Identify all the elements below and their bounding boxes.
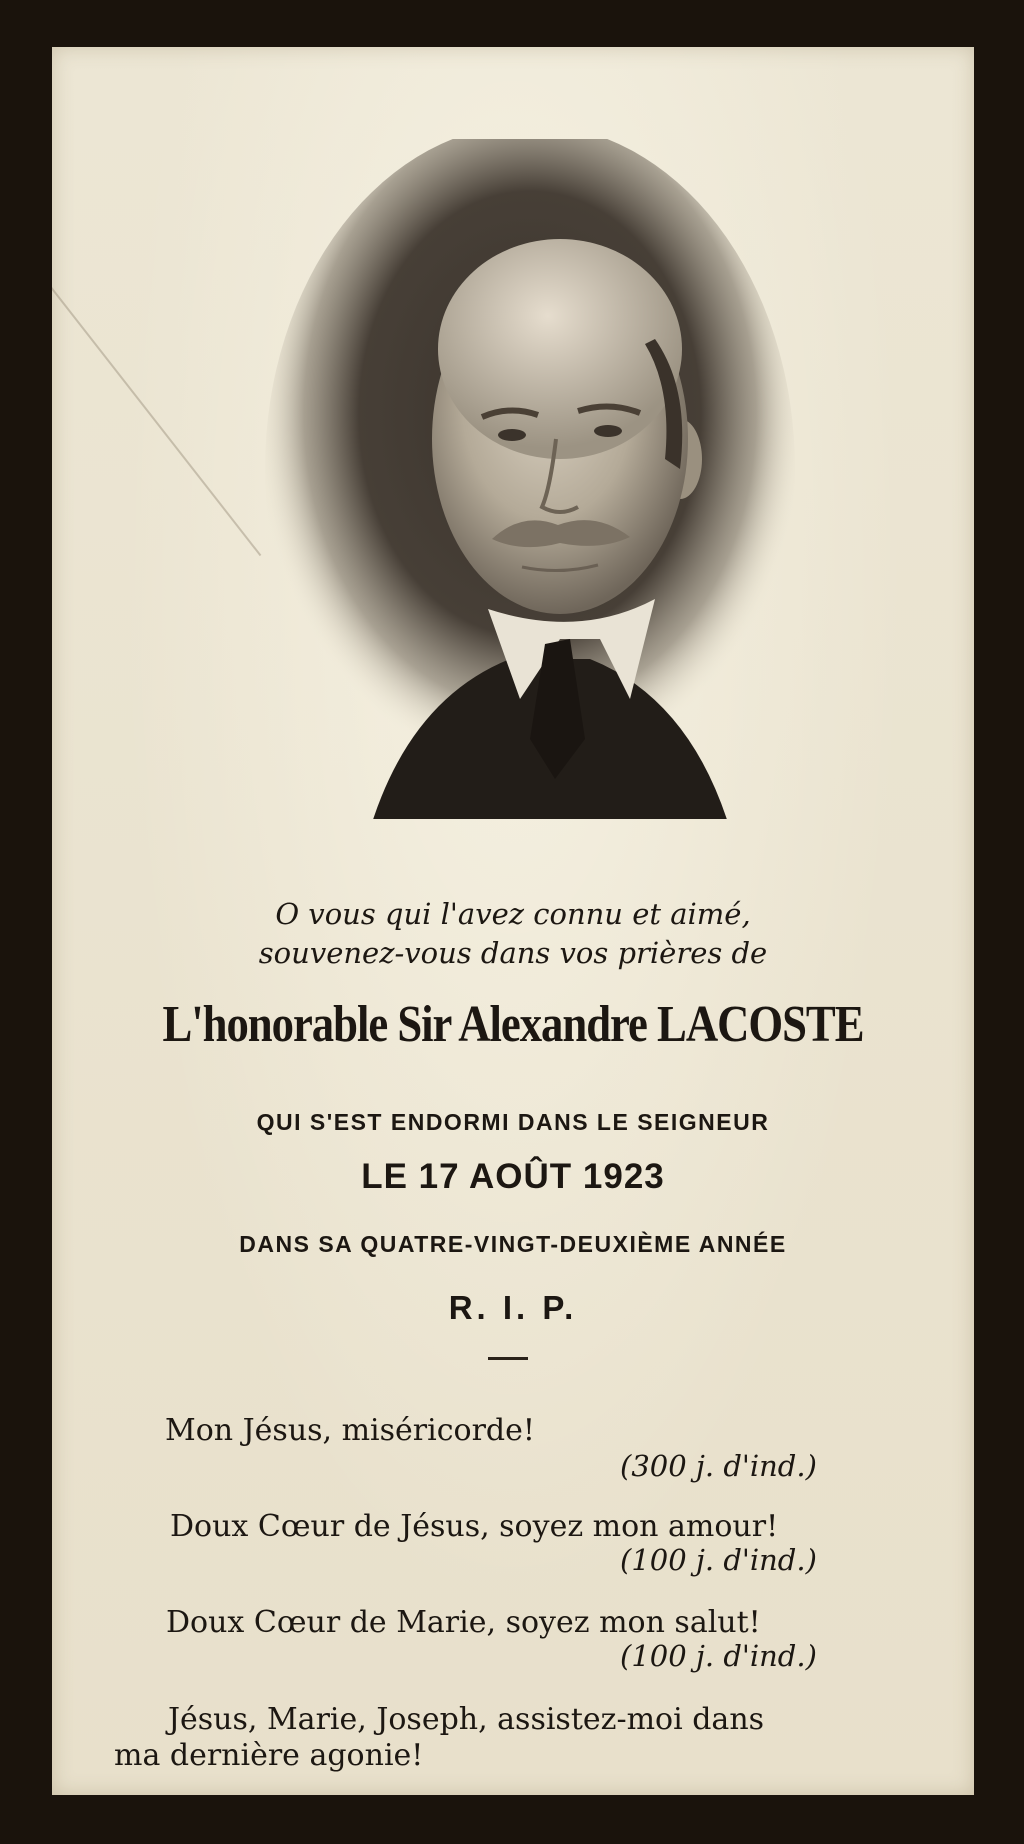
portrait-photo bbox=[260, 139, 800, 819]
dedication-line-1: O vous qui l'avez connu et aimé, bbox=[275, 897, 751, 931]
indulgence-1: (300 j. d'ind.) bbox=[620, 1449, 817, 1483]
prayer-2: Doux Cœur de Jésus, soyez mon amour! bbox=[170, 1509, 779, 1544]
passing-statement: QUI S'EST ENDORMI DANS LE SEIGNEUR bbox=[256, 1109, 770, 1135]
age-statement: DANS SA QUATRE-VINGT-DEUXIÈME ANNÉE bbox=[239, 1231, 787, 1257]
prayer-1: Mon Jésus, miséricorde! bbox=[165, 1413, 535, 1448]
memorial-card bbox=[52, 47, 974, 1795]
indulgence-3: (100 j. d'ind.) bbox=[620, 1639, 817, 1673]
divider-rule bbox=[488, 1357, 528, 1360]
prayer-3: Doux Cœur de Marie, soyez mon salut! bbox=[166, 1605, 761, 1640]
dedication-text bbox=[52, 895, 974, 973]
deceased-name: L'honorable Sir Alexandre LACOSTE bbox=[162, 996, 864, 1053]
final-prayer-line-2: ma dernière agonie! bbox=[114, 1738, 424, 1773]
rip-text: R. I. P. bbox=[448, 1289, 578, 1326]
date-of-death: LE 17 AOÛT 1923 bbox=[361, 1157, 665, 1196]
indulgence-2: (100 j. d'ind.) bbox=[620, 1543, 817, 1577]
dedication-line-2: souvenez-vous dans vos prières de bbox=[258, 936, 768, 970]
final-prayer-line-1: Jésus, Marie, Joseph, assistez-moi dans bbox=[168, 1702, 765, 1737]
paper-crease bbox=[52, 287, 261, 556]
